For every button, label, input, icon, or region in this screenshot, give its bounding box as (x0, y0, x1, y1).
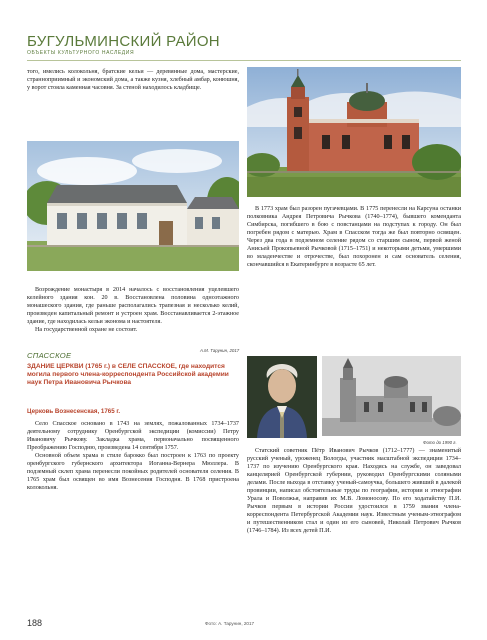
photo-monastery-building (27, 141, 239, 271)
section-label: СПАССКОЕ (27, 351, 72, 360)
section-heading: ЗДАНИЕ ЦЕРКВИ (1765 г.) в СЕЛЕ СПАССКОЕ, где находится могила первого члена-корреспондента Российской академии наук Петра Ивановича Рычкова (27, 363, 229, 386)
header-rule (27, 60, 461, 61)
caption-old-photo: Фото до 1990 г. (423, 440, 457, 445)
left-mid-text: Возрождение монастыря в 2014 началось с восстановления уцелевшего келейного здания кон. 20 в. Восстановлена половина одноэтажного монашеского здания, где раньше располагались трапезная и несколько келий, произведен капитальный ремонт и устроен храм. Восстанавливается 2-этажное здание, где находилась кельи эконома и настоятеля. На государственной охране не состоит. (27, 287, 239, 333)
credit-left: А.М. Тарунин, 2017 (200, 348, 240, 353)
photo-church-exterior (247, 67, 461, 197)
page-header-subtitle: ОБЪЕКТЫ КУЛЬТУРНОГО НАСЛЕДИЯ (27, 50, 135, 56)
left-bottom-text: Село Спасское основано в 1743 на землях, пожалованных 1734–1737 деятельному сотруднику Оренбургской экспедиции (комиссии) Петру Ивановичу Рычкову. Закладка храма, первоначально посвященного Преображению Господню, произведена 14 сентября 1757. Основной объем храма в стиле барокко был построен к 1763 по проекту оренбургского губернского архитектора Иоганна-Вернера Мюллера. В подземный склеп храма перенесли покойных родителей основателя селения. В 1765 храм был освящен во имя Вознесения Господня. В 1768 пристроена колокольня. (27, 421, 239, 491)
right-bottom-text: Статский советник Пётр Иванович Рычков (1712–1777) — знаменитый русский ученый, уроженец Вологды, участник масштабной экспедиции 1734–1737 по изучению Оренбургского края. Находясь на службе, он заведовал канцелярией Оренбургской губернии, руководил Оренбургскими соляными делами. После выхода в отставку ученый-самоучка, большего живший в далекой провинции, написал обстоятельные труды по географии, истории и этнографии Урала и Поволжья, направив их М.В. Ломоносову. По его ходатайству П.И. Рычков первым в истории России удостоился в 1759 звания члена-корреспондента Петербургской Академии наук. Известным ученым-этнографом и путешественником стал и один из его сыновей, Николай Петрович Рычков (1746–1784). Из всех детей П.И. (247, 448, 461, 534)
portrait-rychkov (247, 356, 317, 438)
photo-old-church (322, 356, 461, 436)
footer-photo-credit: Фото: А. Тарунин, 2017 (205, 621, 255, 626)
right-top-paragraph: В 1773 храм был разорен пугачевцами. В 1775 перенесли на Карсуна останки полковника Андрея Петровича Рычкова (1740–1774), бывшего коменданта Симбирска, погибшего в бою с повстанцами на подступах к городу. Он был погребен рядом с матерью. Храм в Спасском тогда же был повторно освящен. Через два года в подземном селение рядом со старшим сыном, первой женой Анисьей Прокопьевной Рычковой (1715–1751) и некоторыми детьми, умершими во младенчестве и отрочестве, был похоронен и сам основатель селения, скончавшийся в Екатеринбурге в возрасте 65 лет. (247, 206, 461, 268)
page-number: 188 (27, 618, 43, 628)
page-header-title: БУГУЛЬМИНСКИЙ РАЙОН (27, 33, 220, 50)
section-subheading: Церковь Вознесенская, 1765 г. (27, 408, 121, 415)
left-top-paragraph: того, имелись колокольня, братские кельи — деревянные дома, мастерские, странноприимный и экономский дома, а также кузня, хлебный амбар, конюшня, у ворот стояла каменная часовня. За стеной находилось кладбище. (27, 69, 239, 91)
